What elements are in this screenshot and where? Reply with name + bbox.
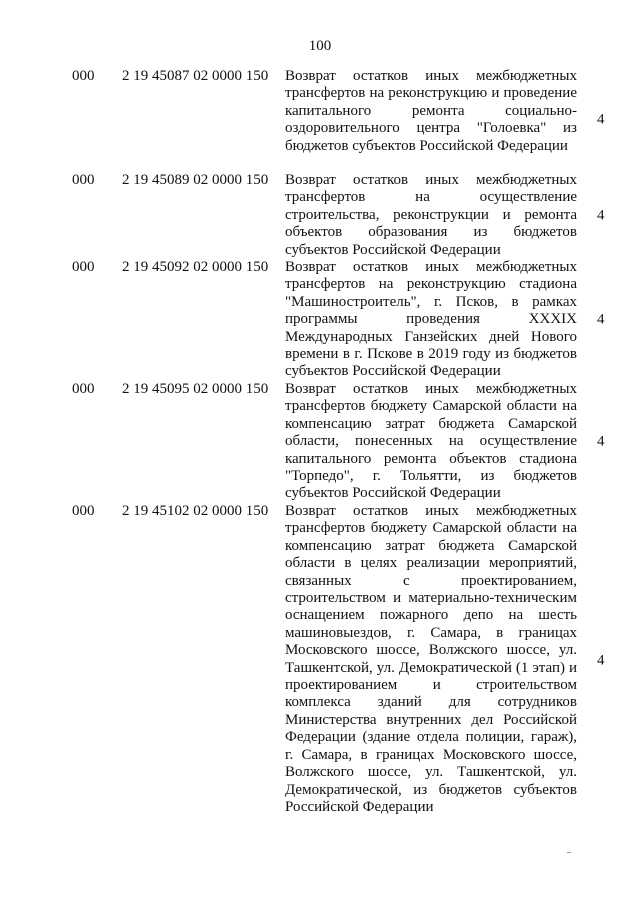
table-row xyxy=(0,259,640,381)
row-amount: 4 xyxy=(597,433,605,450)
table-row xyxy=(0,381,640,503)
row-amount: 4 xyxy=(597,206,605,223)
budget-classification-code: 2 19 45102 02 0000 150 xyxy=(122,503,269,519)
budget-classification-code: 2 19 45092 02 0000 150 xyxy=(122,259,269,275)
admin-code: 000 xyxy=(72,259,95,275)
table-row xyxy=(0,172,640,259)
row-description: Возврат остатков иных межбюджетных трансфертов на реконструкцию и проведение капитального ремонта социально-оздоровительного центра "Голоевка" из бюджетов субъектов Российской Федерации xyxy=(285,68,577,154)
table-row xyxy=(0,68,640,172)
scan-speck xyxy=(567,852,571,853)
row-description: Возврат остатков иных межбюджетных трансфертов бюджету Самарской области на компенсацию затрат бюджета Самарской области, понесенных на осуществление капитального ремонта объектов стадиона "Торпедо", г. Тольятти, из бюджетов субъектов Российской Федерации xyxy=(285,381,577,502)
page-number: 100 xyxy=(308,38,332,54)
admin-code: 000 xyxy=(72,172,95,188)
row-description: Возврат остатков иных межбюджетных трансфертов бюджету Самарской области на компенсацию затрат бюджета Самарской области в целях реализации мероприятий, связанных с проектированием, строительством и материально-техническим оснащением пожарного депо на шесть машиновыездов, г. Самара, в границах Московского шоссе, Волжского шоссе, ул. Ташкентской, ул. Демократической (1 этап) и проектированием и строительством комплекса зданий для сотрудников Министерства внутренних дел Российской Федерации (здание отдела полиции, гараж), г. Самара, в границах Московского шоссе, Волжского шоссе, ул. Ташкентской, ул. Демократической, из бюджетов субъектов Российской Федерации xyxy=(285,503,577,815)
budget-classification-code: 2 19 45087 02 0000 150 xyxy=(122,68,269,84)
budget-classification-code: 2 19 45089 02 0000 150 xyxy=(122,172,269,188)
admin-code: 000 xyxy=(72,503,95,519)
table-row xyxy=(0,503,640,818)
row-amount: 4 xyxy=(597,651,605,668)
row-description: Возврат остатков иных межбюджетных трансфертов на реконструкцию стадиона "Машиностроитель", г. Псков, в рамках программы проведения XXXIX Международных Ганзейских дней Нового времени в г. Пскове в 2019 году из бюджетов субъектов Российской Федерации xyxy=(285,259,577,380)
admin-code: 000 xyxy=(72,68,95,84)
admin-code: 000 xyxy=(72,381,95,397)
row-amount: 4 xyxy=(597,111,605,128)
row-description: Возврат остатков иных межбюджетных трансфертов на осуществление строительства, реконструкции и ремонта объектов образования из бюджетов субъектов Российской Федерации xyxy=(285,172,577,258)
budget-classification-code: 2 19 45095 02 0000 150 xyxy=(122,381,269,397)
row-amount: 4 xyxy=(597,311,605,328)
budget-code-table xyxy=(0,68,640,818)
